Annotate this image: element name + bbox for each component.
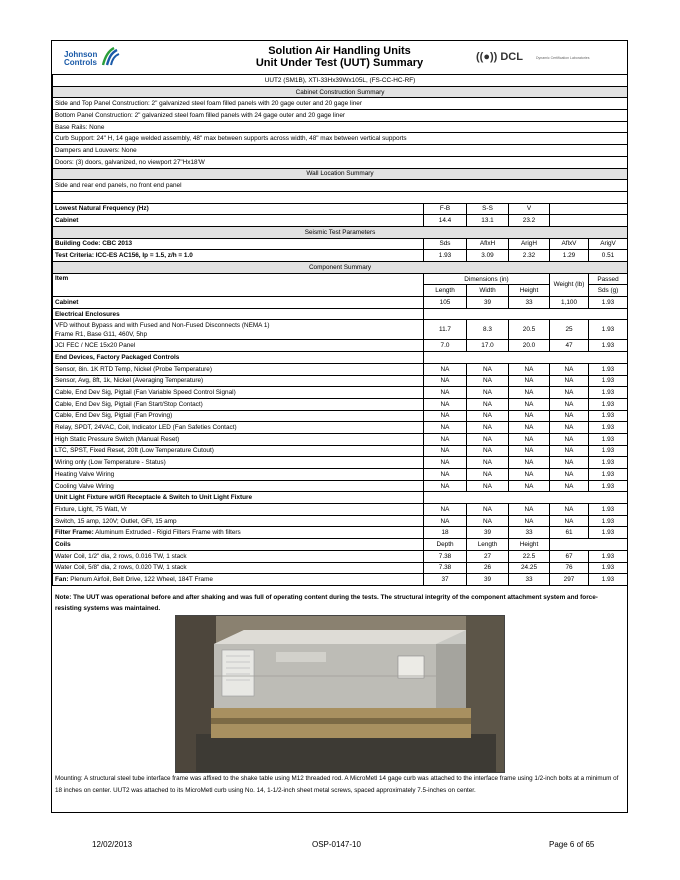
model-row: UUT2 (SM1B), XTI-33Hx39Wx105L, (FS-CC-HC-RF) [53,75,628,87]
component-row: Cable, End Dev Sig, Pigtail (Fan Start/Stop Contact) NA NA NA NA 1.93 [53,398,628,410]
group-header-row: Electrical Enclosures [53,308,628,320]
construction-row: Side and Top Panel Construction: 2" galvanized steel foam filled panels with 20 gage outer and 20 gage liner [53,98,628,110]
seismic-header-row: Building Code: CBC 2013 Sds AflxH ArigH AflxV ArigV [53,238,628,250]
section-header: Seismic Test Parameters [53,226,628,238]
component-header-row: Item Dimensions (in) Weight (lb) Passed [53,273,628,285]
component-row: Fan: Plenum Airfoil, Belt Drive, 122 Wheel, 184T Frame 37 39 33 297 1.93 [53,574,628,586]
vfd-line-1: VFD without Bypass and with Fused and Non-Fused Disconnects (NEMA 1) [55,321,270,329]
construction-row: Dampers and Louvers: None [53,145,628,157]
group-header-row: Unit Light Fixture w/Gfi Receptacle & Switch to Unit Light Fixture [53,492,628,504]
component-row: Wiring only (Low Temperature - Status) NA NA NA NA 1.93 [53,457,628,469]
report-title-line1: Solution Air Handling Units [268,45,411,57]
test-note: Note: The UUT was operational before and after shaking and was full of operating content during the tests. The structural integrity of the component attachment system and force-resisting systems was maintained. [55,594,598,612]
uut-photo-image [176,616,504,772]
component-row: Relay, SPDT, 24VAC, Coil, Indicator LED (Fan Safeties Contact) NA NA NA NA 1.93 [53,422,628,434]
section-header: Cabinet Construction Summary [53,86,628,98]
footer-date: 12/02/2013 [92,840,133,849]
uut-summary-table [52,74,628,586]
report-header [52,41,627,75]
component-row: Fixture, Light, 75 Watt, Vr NA NA NA NA 1.93 [53,504,628,516]
component-row: Cabinet 105 39 33 1,100 1.93 [53,297,628,309]
component-row: Cable, End Dev Sig, Pigtail (Fan Variable Speed Control Signal) NA NA NA NA 1.93 [53,387,628,399]
component-row: High Static Pressure Switch (Manual Reset) NA NA NA NA 1.93 [53,433,628,445]
frequency-header-row: Lowest Natural Frequency (Hz) F-B S-S V [53,203,628,215]
component-row: VFD without Bypass and with Fused and Non-Fused Disconnects (NEMA 1) Frame R1, Base G11, 460V, 5hp 11.7 8.3 20.5 25 1.93 [53,320,628,340]
spacer-row [53,191,628,203]
johnson-controls-mark-icon [100,47,120,67]
report-page [51,40,628,813]
section-header: Component Summary [53,262,628,274]
frequency-value-row: Cabinet 14.4 13.1 23.2 [53,215,628,227]
wall-location-row: Side and rear end panels, no front end panel [53,180,628,192]
component-row: JCI FEC / NCE 15x20 Panel 7.0 17.0 20.0 47 1.93 [53,340,628,352]
construction-row: Doors: (3) doors, galvanized, no viewport 27"Hx18'W [53,156,628,168]
mounting-description: Mounting: A structural steel tube interface frame was affixed to the shake table using M12 threaded rod. A MicroMetl 14 gage curb was attached to the interface frame using 1/2-inch bolts at a minimum of 18 inches on center. UUT2 was attached to its MicroMetl curb using No. 14, 1-1/2-inch sheet metal screws, spaced approximately 7.5-inches on center. [55,775,619,794]
component-row: Cooling Valve Wiring NA NA NA NA 1.93 [53,480,628,492]
component-row: Sensor, 8in. 1K RTD Temp, Nickel (Probe Temperature) NA NA NA NA 1.93 [53,363,628,375]
johnson-controls-logo: Johnson Controls [64,50,98,67]
component-row: Cable, End Dev Sig, Pigtail (Fan Proving) NA NA NA NA 1.93 [53,410,628,422]
report-title [227,45,452,69]
component-row: LTC, SPST, Fixed Reset, 20ft (Low Temperature Cutout) NA NA NA NA 1.93 [53,445,628,457]
group-header-row: End Devices, Factory Packaged Controls [53,352,628,364]
footer-doc-id: OSP-0147-10 [312,840,361,849]
component-row: Filter Frame: Aluminum Extruded - Rigid Filters Frame with filters 18 39 33 61 1.93 [53,527,628,539]
component-row: Water Coil, 1/2" dia, 2 rows, 0.016 TW, 1 stack 7.38 27 22.5 67 1.93 [53,550,628,562]
report-title-line2: Unit Under Test (UUT) Summary [255,57,424,69]
uut-photo [175,615,505,773]
construction-row: Bottom Panel Construction: 2" galvanized steel foam filled panels with 24 gage outer and 20 gage liner [53,110,628,122]
construction-row: Curb Support: 24" H, 14 gage welded assembly, 48" max between supports across width, 48" max between vertical supports [53,133,628,145]
footer-page-number: Page 6 of 65 [549,840,595,849]
dcl-subtitle: Dynamic Certification Laboratories [536,56,590,60]
component-row: Heating Valve Wiring NA NA NA NA 1.93 [53,469,628,481]
component-row: Switch, 15 amp, 120V; Outlet, GFI, 15 amp NA NA NA NA 1.93 [53,515,628,527]
component-row: Sensor, Avg, 8ft, 1k, Nickel (Averaging Temperature) NA NA NA NA 1.93 [53,375,628,387]
component-row: Water Coil, 5/8" dia, 2 rows, 0.020 TW, 1 stack 7.38 26 24.25 76 1.93 [53,562,628,574]
dcl-logo: ((●)) DCL [476,51,523,63]
construction-row: Base Rails: None [53,121,628,133]
vfd-line-2: Frame R1, Base G11, 460V, 5hp [55,330,148,338]
component-subheader-row: Length Width Height Sds (g) [53,285,628,297]
seismic-value-row: Test Criteria: ICC-ES AC156, Ip = 1.5, z/h = 1.0 1.93 3.09 2.32 1.29 0.51 [53,250,628,262]
group-header-row: Coils Depth Length Height [53,539,628,551]
section-header: Wall Location Summary [53,168,628,180]
